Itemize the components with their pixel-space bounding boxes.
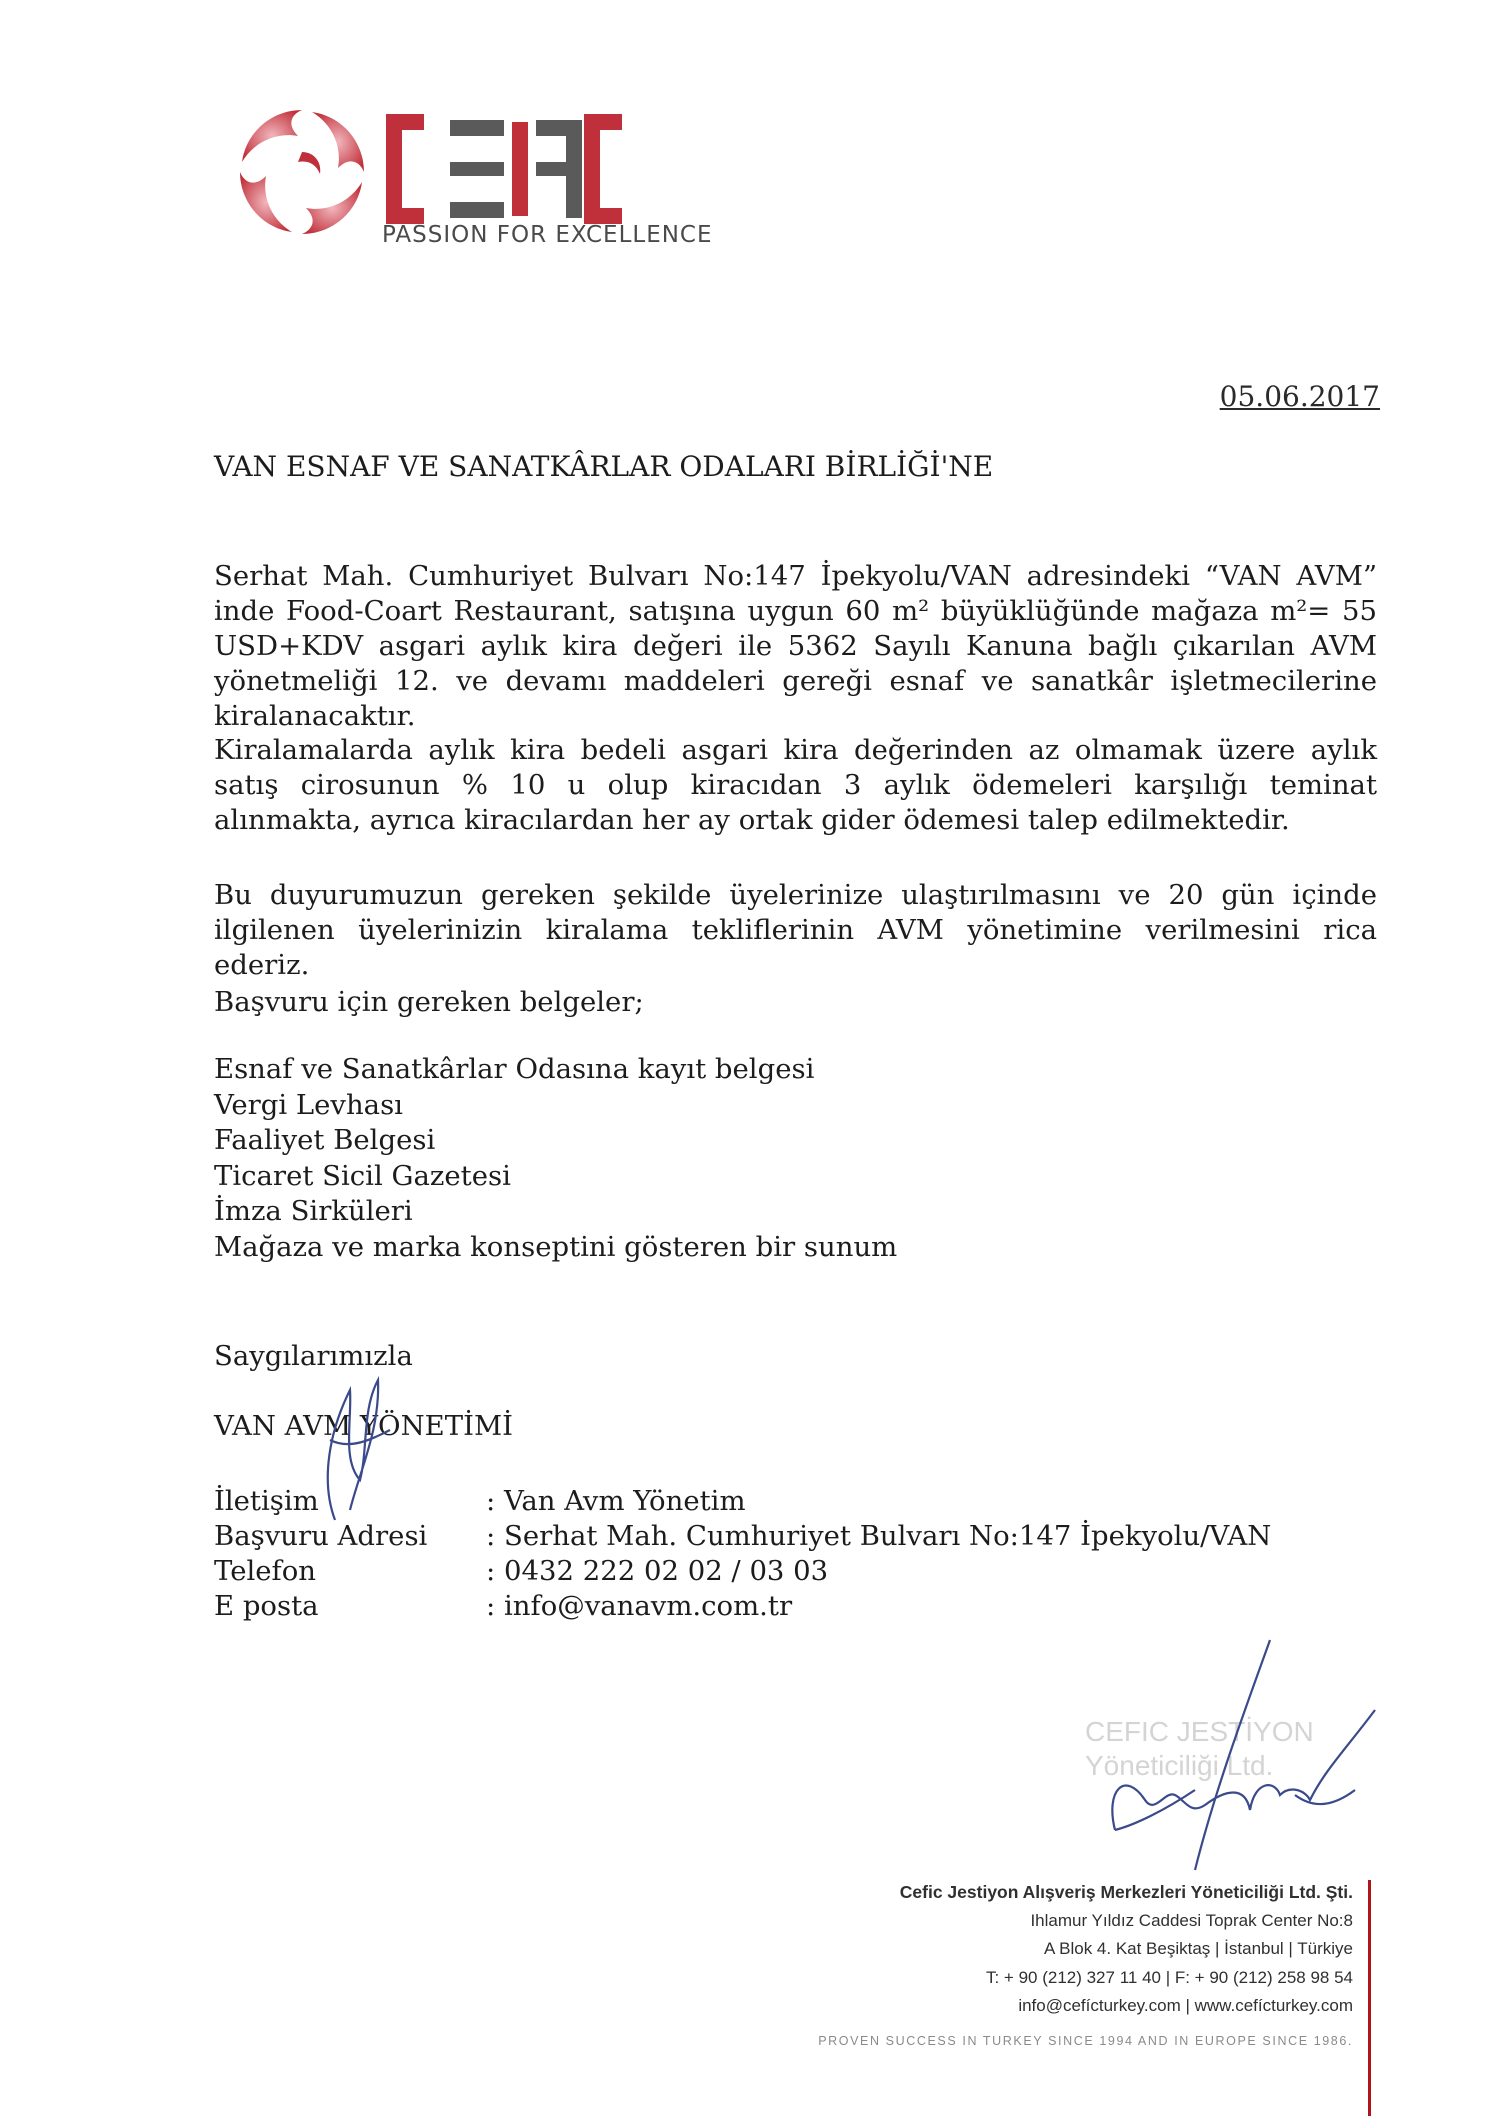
contact-value: : 0432 222 02 02 / 03 03 (486, 1555, 829, 1587)
list-item: Esnaf ve Sanatkârlar Odasına kayıt belgesi (214, 1053, 815, 1085)
cefic-logo-icon (232, 102, 372, 242)
signature-mark (1075, 1620, 1435, 1880)
list-item: İmza Sirküleri (214, 1195, 413, 1227)
stamp-line: CEFIC JESTİYON (1085, 1716, 1314, 1747)
letter-addressee: VAN ESNAF VE SANATKÂRLAR ODALARI BİRLİĞİ'NE (214, 450, 994, 483)
contact-label: Telefon (214, 1555, 316, 1587)
contact-label: İletişim (214, 1485, 319, 1517)
list-item: Vergi Levhası (214, 1088, 403, 1121)
closing: Saygılarımızla (214, 1340, 413, 1372)
footer-address-block (900, 1878, 1353, 2021)
footer-slogan: PROVEN SUCCESS IN TURKEY SINCE 1994 AND IN EUROPE SINCE 1986. (818, 2034, 1353, 2048)
body-paragraph: Bu duyurumuzun gereken şekilde üyelerinize ulaştırılmasını ve 20 gün içinde ilgilenen üyelerinizin kiralama tekliflerinin AVM yönetimine verilmesini rica ederiz. (214, 879, 1377, 981)
footer-web: info@cefícturkey.com | www.cefícturkey.com (1018, 1996, 1353, 2015)
footer-address-line: A Blok 4. Kat Beşiktaş | İstanbul | Türkiye (1044, 1939, 1353, 1958)
signatory: VAN AVM YÖNETİMİ (214, 1410, 513, 1442)
brand-tagline: PASSION FOR EXCELLENCE (382, 222, 713, 248)
contact-value: : info@vanavm.com.tr (486, 1590, 793, 1622)
table-row (214, 1589, 1271, 1624)
brand-name: CEFIC (370, 110, 374, 111)
letter-date: 05.06.2017 (1219, 380, 1380, 413)
list-item: Ticaret Sicil Gazetesi (214, 1159, 511, 1192)
cefic-wordmark (370, 110, 690, 230)
signature-mark (290, 1370, 410, 1540)
footer-accent-bar (1368, 1880, 1371, 2116)
footer-address-line: Ihlamur Yıldız Caddesi Toprak Center No:8 (1030, 1910, 1353, 1930)
contact-label: E posta (214, 1590, 319, 1622)
table-row (214, 1554, 1271, 1589)
body-paragraph: Serhat Mah. Cumhuriyet Bulvarı No:147 İpekyolu/VAN adresindeki “VAN AVM” inde Food-Coart Restaurant, satışına uygun 60 m² büyüklüğünde mağaza m²= 55 USD+KDV asgari aylık kira değeri ile 5362 Sayılı Kanuna bağlı çıkarılan AVM yönetmeliği 12. ve devamı maddeleri gereği esnaf ve sanatkâr işletmecilerine kiralanacaktır. (214, 560, 1377, 732)
documents-list (214, 1052, 897, 1265)
stamp-line: Yöneticiliği Ltd. (1085, 1750, 1274, 1781)
contact-label: Başvuru Adresi (214, 1520, 428, 1552)
body-paragraph: Kiralamalarda aylık kira bedeli asgari kira değerinden az olmamak üzere aylık satış cirosunun % 10 u olup kiracıdan 3 aylık ödemeleri karşılığı teminat alınmakta, ayrıca kiracılardan her ay ortak gider ödemesi talep edilmektedir. (214, 734, 1377, 836)
footer-phone: T: + 90 (212) 327 11 40 | F: + 90 (212) 258 98 54 (985, 1967, 1353, 1987)
list-item: Faaliyet Belgesi (214, 1124, 436, 1156)
contact-value: : Serhat Mah. Cumhuriyet Bulvarı No:147 İpekyolu/VAN (486, 1520, 1272, 1552)
documents-heading: Başvuru için gereken belgeler; (214, 986, 644, 1018)
contact-value: : Van Avm Yönetim (486, 1485, 746, 1517)
footer-company: Cefic Jestiyon Alışveriş Merkezleri Yöneticiliği Ltd. Şti. (899, 1882, 1353, 1902)
list-item: Mağaza ve marka konseptini gösteren bir sunum (214, 1230, 898, 1263)
